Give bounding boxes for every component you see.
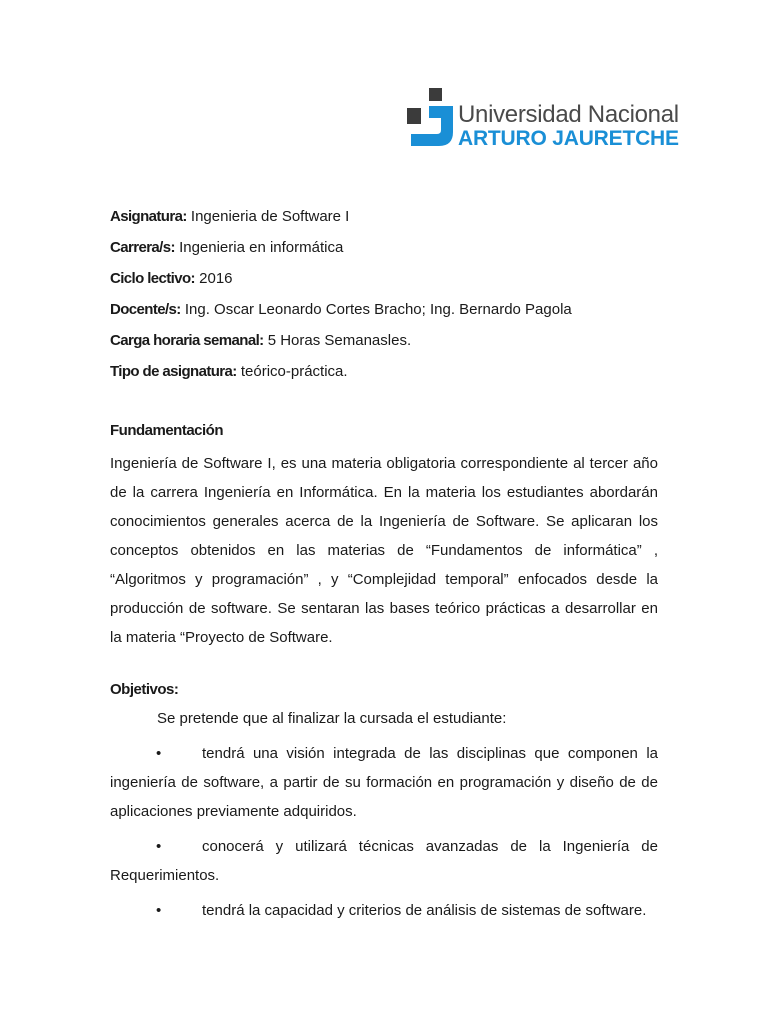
- course-metadata: [110, 205, 658, 391]
- objetivos-heading: Objetivos:: [110, 681, 179, 698]
- fundamentacion-heading: Fundamentación: [110, 422, 224, 439]
- meta-label: Carrera/s:: [110, 239, 175, 256]
- meta-label: Ciclo lectivo:: [110, 270, 195, 287]
- bullet-icon: •: [156, 902, 162, 919]
- meta-value: teórico-práctica.: [240, 363, 348, 380]
- unaj-logo-icon: [407, 88, 453, 148]
- meta-value: Ingenieria en informática: [179, 239, 344, 256]
- meta-row-carrera: [110, 236, 658, 267]
- objective-text: tendrá la capacidad y criterios de análisis de sistemas de software.: [202, 902, 647, 919]
- fundamentacion-paragraph: Ingeniería de Software I, es una materia obligatoria correspondiente al tercer año de la carrera Ingeniería en Informática. En la materia los estudiantes abordarán conocimientos generales acerca de la Ingeniería de Software. Se aplicaran los conceptos obtenidos en las materias de “Fundamentos de informática” , “Algoritmos y programación” , y “Complejidad temporal” enfocados desde la producción de software. Se sentaran las bases teórico prácticas a desarrollar en la materia “Proyecto de Software.: [110, 455, 658, 646]
- meta-value: 2016: [199, 270, 233, 287]
- bullet-icon: •: [156, 838, 162, 855]
- meta-label: Docente/s:: [110, 301, 181, 318]
- objetivos-intro: Se pretende que al finalizar la cursada el estudiante:: [157, 710, 507, 727]
- meta-row-carga: [110, 329, 658, 360]
- logo-line-2: ARTURO JAURETCHE: [458, 127, 679, 150]
- meta-label: Carga horaria semanal:: [110, 332, 264, 349]
- meta-row-docente: [110, 298, 658, 329]
- objective-text: tendrá una visión integrada de las disciplinas que componen la ingeniería de software, a partir de su formación en programación y diseño de de aplicaciones previamente adquiridos.: [110, 745, 658, 820]
- meta-label: Tipo de asignatura:: [110, 363, 237, 380]
- meta-value: Ingenieria de Software I: [190, 208, 350, 225]
- meta-value: 5 Horas Semanasles.: [267, 332, 412, 349]
- meta-row-ciclo: [110, 267, 658, 298]
- objective-item: [110, 832, 658, 890]
- objective-item: [110, 896, 658, 925]
- logo-line-1: Universidad Nacional: [458, 101, 679, 128]
- meta-label: Asignatura:: [110, 208, 187, 225]
- meta-value: Ing. Oscar Leonardo Cortes Bracho; Ing. Bernardo Pagola: [184, 301, 572, 318]
- meta-row-tipo: [110, 360, 658, 391]
- bullet-icon: •: [156, 745, 162, 762]
- university-logo: [407, 88, 679, 150]
- logo-text: [458, 88, 679, 150]
- objective-text: conocerá y utilizará técnicas avanzadas de la Ingeniería de Requerimientos.: [110, 838, 658, 884]
- objective-item: [110, 739, 658, 826]
- meta-row-asignatura: [110, 205, 658, 236]
